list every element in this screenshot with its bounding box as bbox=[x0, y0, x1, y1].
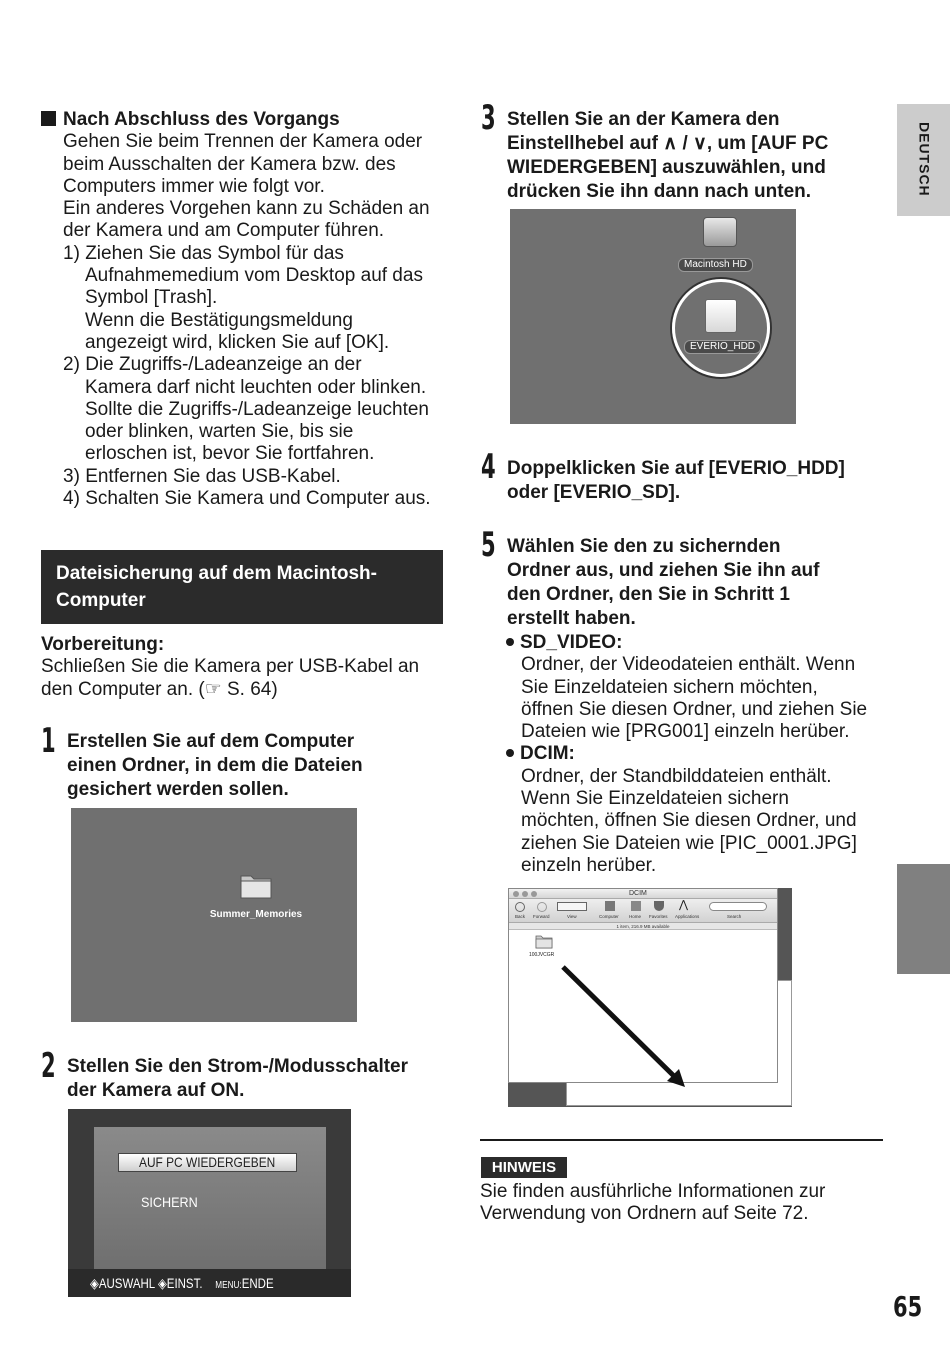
step-line: einen Ordner, in dem die Dateien bbox=[67, 755, 363, 776]
menu-item-label: AUF PC WIEDERGEBEN bbox=[139, 1154, 276, 1170]
step-text bbox=[67, 730, 447, 802]
everio-hdd-label: EVERIO_HDD bbox=[684, 340, 761, 354]
step-number: 4 bbox=[481, 447, 496, 487]
folder-descriptions bbox=[506, 632, 891, 877]
desc-line: Dateien wie [PRG001] einzeln herüber. bbox=[521, 721, 850, 743]
section-title: Nach Abschluss des Vorgangs bbox=[63, 109, 340, 130]
finder-window bbox=[508, 888, 778, 1083]
dcim-label: DCIM: bbox=[520, 743, 575, 765]
list-item bbox=[63, 466, 446, 488]
close-icon[interactable] bbox=[513, 891, 519, 897]
folder-label: Summer_Memories bbox=[209, 909, 303, 920]
list-item bbox=[63, 354, 446, 465]
intro-line: der Kamera und am Computer führen. bbox=[63, 220, 385, 242]
toolbar-label-home: Home bbox=[629, 914, 642, 919]
step-line: gesichert werden sollen. bbox=[67, 779, 289, 800]
joystick-icon: ◈ bbox=[90, 1275, 99, 1291]
list-item-line: Aufnahmemedium vom Desktop auf das bbox=[85, 265, 423, 287]
chapter-marker bbox=[897, 864, 950, 974]
finder-screenshot bbox=[508, 888, 792, 1107]
desktop-screenshot bbox=[71, 808, 357, 1022]
step-number: 2 bbox=[41, 1046, 56, 1086]
step-line: Stellen Sie den Strom-/Modusschalter bbox=[67, 1056, 409, 1077]
step-text bbox=[507, 535, 887, 631]
list-item-number: 3) bbox=[63, 465, 80, 487]
back-icon[interactable] bbox=[515, 902, 525, 912]
menu-item[interactable] bbox=[141, 1194, 204, 1211]
step-number: 3 bbox=[481, 98, 496, 138]
step-line: Ordner aus, und ziehen Sie ihn auf bbox=[507, 560, 820, 581]
menu-item-label: SICHERN bbox=[141, 1194, 198, 1210]
toolbar-label-computer: Computer bbox=[599, 914, 619, 919]
toolbar-label-favorites: Favorites bbox=[649, 914, 668, 919]
everio-drive-icon bbox=[705, 299, 737, 333]
finder-title: DCIM bbox=[629, 890, 647, 897]
step-line: der Kamera auf ON. bbox=[67, 1080, 245, 1101]
list-item bbox=[63, 243, 446, 354]
banner-line: Dateisicherung auf dem Macintosh- bbox=[56, 563, 377, 584]
step-line: den Ordner, den Sie in Schritt 1 bbox=[507, 584, 790, 605]
hard-drive-icon bbox=[703, 217, 737, 247]
language-tab bbox=[897, 104, 950, 216]
desc-line: ziehen Sie Dateien wie [PIC_0001.JPG] bbox=[521, 832, 857, 854]
dcim-text bbox=[506, 766, 891, 877]
hinweis-text bbox=[480, 1181, 885, 1226]
desc-line: Wenn Sie Einzeldateien sichern bbox=[521, 788, 789, 810]
step-line: Stellen Sie an der Kamera den bbox=[507, 109, 780, 130]
desc-line: öffnen Sie diesen Ordner, und ziehen Sie bbox=[521, 698, 868, 720]
list-item-line-text: Entfernen Sie das USB-Kabel. bbox=[85, 465, 341, 487]
list-item-line: Sollte die Zugriffs-/Ladeanzeige leuchten bbox=[85, 398, 429, 420]
step-number: 1 bbox=[41, 721, 56, 761]
toolbar-label-view: View bbox=[567, 914, 577, 919]
banner-line: Computer bbox=[56, 590, 146, 611]
camera-menu-panel bbox=[94, 1127, 326, 1269]
finder-toolbar bbox=[509, 899, 777, 923]
desc-line: Ordner, der Standbilddateien enthält. bbox=[521, 765, 832, 787]
intro-line: Computers immer wie folgt vor. bbox=[63, 175, 325, 197]
hinweis-badge: HINWEIS bbox=[481, 1157, 567, 1178]
list-item-line-text: Ziehen Sie das Symbol für das bbox=[85, 242, 344, 264]
hinweis-line: Verwendung von Ordnern auf Seite 72. bbox=[480, 1203, 809, 1225]
step-line: Einstellhebel auf ∧ / ∨, um [AUF PC bbox=[507, 133, 829, 154]
list-item-line: angezeigt wird, klicken Sie auf [OK]. bbox=[85, 331, 390, 353]
step-line: oder [EVERIO_SD]. bbox=[507, 482, 681, 503]
intro-line: Gehen Sie beim Trennen der Kamera oder bbox=[63, 131, 423, 153]
view-icon[interactable] bbox=[557, 902, 587, 911]
list-item-number: 4) bbox=[63, 488, 80, 510]
list-item-line bbox=[63, 354, 446, 376]
section-title-row bbox=[41, 109, 446, 131]
divider bbox=[480, 1139, 883, 1141]
step-number: 5 bbox=[481, 525, 496, 565]
list-item-line-text: Schalten Sie Kamera und Computer aus. bbox=[85, 488, 431, 510]
toolbar-label-forward: Forward bbox=[533, 914, 550, 919]
desc-line: möchten, öffnen Sie diesen Ordner, und bbox=[521, 810, 857, 832]
footer-text bbox=[90, 1274, 274, 1295]
zoom-icon[interactable] bbox=[531, 891, 537, 897]
list-item-line: Wenn die Bestätigungsmeldung bbox=[85, 309, 353, 331]
step-line: drücken Sie ihn dann nach unten. bbox=[507, 181, 812, 202]
camera-menu-screenshot bbox=[68, 1109, 351, 1297]
square-bullet-icon bbox=[41, 111, 56, 126]
preparation-line: Schließen Sie die Kamera per USB-Kabel an bbox=[41, 656, 420, 678]
list-item bbox=[63, 488, 446, 510]
mac-desktop-screenshot bbox=[510, 209, 796, 424]
list-item-number: 1) bbox=[63, 242, 80, 264]
step-line: WIEDERGEBEN] auszuwählen, und bbox=[507, 157, 826, 178]
joystick-icon: ◈ bbox=[157, 1275, 167, 1291]
footer-menu: MENU: bbox=[215, 1280, 242, 1291]
step-text bbox=[507, 457, 887, 505]
applications-icon[interactable]: ⋀ bbox=[679, 899, 689, 911]
step-line: Erstellen Sie auf dem Computer bbox=[67, 731, 355, 752]
sd-video-label: SD_VIDEO: bbox=[520, 632, 623, 653]
list-item-number: 2) bbox=[63, 354, 80, 376]
folder-label: 100JVCGR bbox=[529, 952, 555, 958]
list-item-line-text: Die Zugriffs-/Ladeanzeige an der bbox=[85, 354, 362, 376]
page-number: 65 bbox=[893, 1290, 923, 1323]
home-icon[interactable] bbox=[631, 901, 641, 911]
forward-icon[interactable] bbox=[537, 902, 547, 912]
search-input[interactable] bbox=[709, 902, 767, 911]
step-line: Wählen Sie den zu sichernden bbox=[507, 536, 781, 557]
desc-line: Sie Einzeldateien sichern möchten, bbox=[521, 676, 818, 698]
preparation bbox=[41, 634, 446, 701]
hinweis-line: Sie finden ausführliche Informationen zur bbox=[480, 1181, 826, 1202]
footer-auswahl: AUSWAHL bbox=[98, 1275, 155, 1291]
drag-arrow-icon bbox=[549, 959, 699, 1089]
macintosh-hd-label: Macintosh HD bbox=[678, 258, 753, 272]
language-tab-label: DEUTSCH bbox=[916, 122, 933, 197]
preparation-label: Vorbereitung: bbox=[41, 634, 165, 655]
toolbar-label-applications: Applications bbox=[675, 914, 700, 919]
desc-line: Ordner, der Videodateien enthält. Wenn bbox=[521, 654, 856, 676]
camera-menu-footer bbox=[68, 1269, 351, 1297]
intro-text bbox=[41, 131, 446, 242]
computer-icon[interactable] bbox=[605, 901, 615, 911]
list-item-line: erloschen ist, bevor Sie fortfahren. bbox=[85, 443, 375, 465]
list-item-line: Kamera darf nicht leuchten oder blinken. bbox=[85, 376, 427, 398]
menu-item-selected[interactable] bbox=[118, 1153, 297, 1172]
list-item-line: Symbol [Trash]. bbox=[85, 287, 218, 309]
minimize-icon[interactable] bbox=[522, 891, 528, 897]
step-text bbox=[67, 1055, 447, 1103]
toolbar-label-back: Back bbox=[515, 914, 526, 919]
finder-status-bar: 1 item, 216.9 MB available bbox=[509, 923, 777, 930]
sd-video-item bbox=[506, 632, 891, 654]
sd-video-text bbox=[506, 654, 891, 743]
footer-ende: ENDE bbox=[241, 1275, 274, 1291]
preparation-line: den Computer an. (☞ S. 64) bbox=[41, 678, 278, 700]
folder-icon bbox=[239, 870, 273, 900]
toolbar-label-search: Search bbox=[727, 914, 742, 919]
folder-icon[interactable] bbox=[535, 933, 553, 949]
step-line: erstellt haben. bbox=[507, 608, 636, 629]
intro-line: Ein anderes Vorgehen kann zu Schäden an bbox=[63, 198, 430, 220]
intro-line: beim Ausschalten der Kamera bzw. des bbox=[63, 153, 396, 175]
step-line: Doppelklicken Sie auf [EVERIO_HDD] bbox=[507, 458, 845, 479]
numbered-list bbox=[41, 243, 446, 511]
dcim-item bbox=[506, 743, 891, 765]
section-after-operation bbox=[41, 109, 446, 510]
footer-einst: EINST. bbox=[166, 1275, 203, 1291]
finder-titlebar bbox=[509, 889, 777, 899]
list-item-line bbox=[63, 243, 446, 265]
favorites-icon[interactable] bbox=[654, 901, 664, 911]
desc-line: einzeln herüber. bbox=[521, 854, 657, 876]
list-item-line: oder blinken, warten Sie, bis sie bbox=[85, 421, 354, 443]
step-text bbox=[507, 108, 887, 204]
section-banner bbox=[41, 550, 443, 624]
